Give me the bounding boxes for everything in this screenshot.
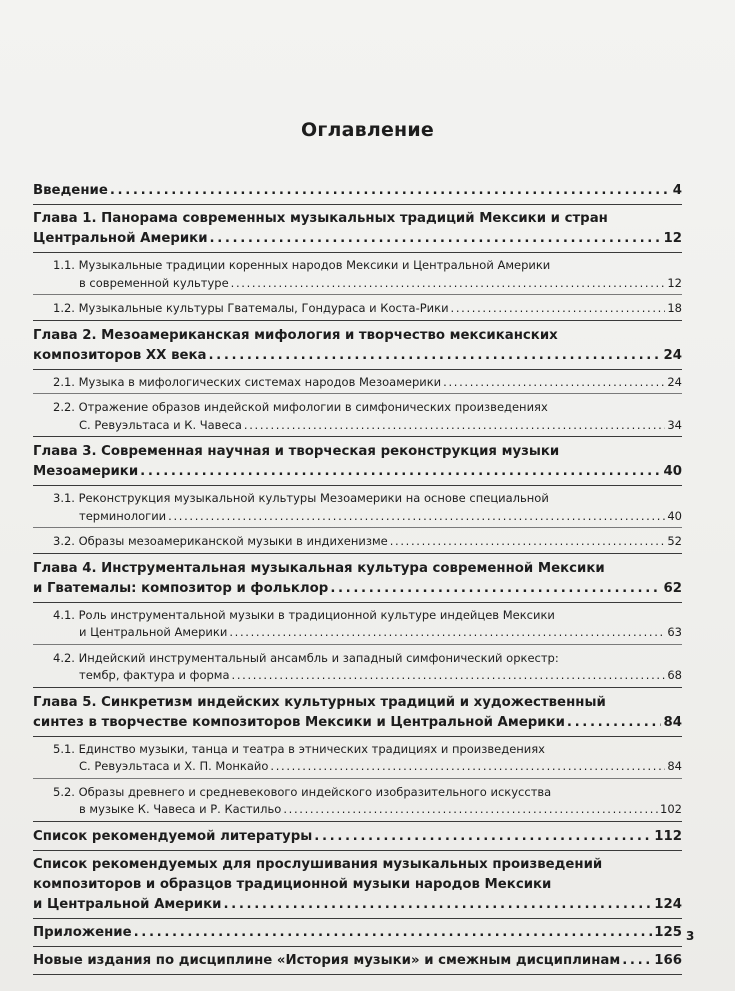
toc-entry-text: Список рекомендуемых для прослушивания музыкальных произведений	[33, 856, 603, 872]
toc-entry-text: 1.1. Музыкальные традиции коренных народов Мексики и Центральной Америки	[53, 258, 551, 272]
toc-section-entry	[33, 257, 682, 295]
dot-leader	[567, 713, 662, 733]
toc-page-number: 24	[667, 374, 682, 389]
toc-entry-text: и Центральной Америки	[33, 896, 222, 912]
toc-entry-text: 3.1. Реконструкция музыкальной культуры Мезоамерики на основе специальной	[53, 491, 549, 505]
toc-page-number: 63	[667, 625, 682, 639]
dot-leader	[209, 346, 662, 366]
toc-section-entry	[33, 533, 682, 554]
toc-entry-text: 1.2. Музыкальные культуры Гватемалы, Гондураса и Коста-Рики	[53, 301, 449, 315]
toc-entry-text: С. Ревуэльтаса и К. Чавеса	[79, 417, 242, 432]
toc-section-entry	[33, 490, 682, 528]
toc-section-entry	[33, 650, 682, 688]
toc-chapter-entry	[33, 181, 682, 205]
toc-section-entry	[33, 784, 682, 822]
toc-entry-text: Список рекомендуемой литературы	[33, 828, 313, 844]
dot-leader	[270, 758, 665, 776]
toc-entry-text: 4.1. Роль инструментальной музыки в традиционной культуре индейцев Мексики	[53, 607, 555, 622]
toc-section-entry	[33, 300, 682, 321]
toc-page-number: 12	[663, 231, 682, 246]
toc-entry-text: тембр, фактура и форма	[79, 668, 230, 682]
toc-entry-text: 4.2. Индейский инструментальный ансамбль и западный симфонический оркестр:	[53, 650, 559, 665]
toc-chapter-entry	[33, 442, 682, 486]
toc-chapter-entry	[33, 827, 682, 851]
toc-entry-text: 2.2. Отражение образов индейской мифологии в симфонических произведениях	[53, 400, 548, 414]
toc-entry-text: и Центральной Америки	[79, 625, 228, 639]
toc-chapter-entry	[33, 693, 682, 737]
toc-section-entry	[33, 741, 682, 779]
toc-chapter-entry	[33, 951, 682, 975]
dot-leader	[168, 508, 665, 526]
toc-entry-text: Мезоамерики	[33, 464, 139, 479]
toc-page-number: 24	[663, 347, 682, 363]
toc-entry-text: 3.2. Образы мезоамериканской музыки в индихенизме	[53, 534, 388, 548]
toc-page-number: 40	[663, 464, 682, 479]
toc-page-number: 18	[667, 301, 682, 315]
toc-page-number: 125	[654, 924, 682, 940]
toc-entry-text: Глава 2. Мезоамериканская мифология и творчество мексиканских	[33, 327, 558, 343]
toc-chapter-entry	[33, 559, 682, 603]
dot-leader	[451, 300, 666, 318]
dot-leader	[134, 923, 653, 943]
dot-leader	[283, 801, 658, 819]
toc-page-number: 166	[654, 952, 682, 968]
toc-page-number: 40	[667, 508, 682, 523]
toc-entry-text: терминологии	[79, 508, 167, 523]
toc-entry-text: 2.1. Музыка в мифологических системах народов Мезоамерики	[53, 374, 442, 389]
toc-page-number: 84	[667, 759, 682, 773]
table-of-contents	[33, 181, 682, 979]
toc-entry-text: Введение	[33, 183, 108, 198]
toc-page-number: 62	[663, 580, 682, 596]
toc-entry-text: Глава 1. Панорама современных музыкальных традиций Мексики и стран	[33, 211, 608, 226]
dot-leader	[223, 895, 652, 915]
dot-leader	[390, 533, 666, 551]
toc-chapter-entry	[33, 855, 682, 919]
dot-leader	[210, 229, 662, 249]
page-number: 3	[686, 929, 695, 943]
toc-section-entry	[33, 607, 682, 645]
toc-entry-text: в современной культуре	[79, 275, 229, 290]
dot-leader	[140, 462, 661, 482]
toc-entry-text: синтез в творчестве композиторов Мексики и Центральной Америки	[33, 714, 565, 730]
toc-entry-text: Глава 3. Современная научная и творческая реконструкция музыки	[33, 444, 560, 459]
dot-leader	[330, 579, 661, 599]
page-title: Оглавление	[301, 119, 434, 141]
toc-entry-text: 5.1. Единство музыки, танца и театра в этнических традициях и произведениях	[53, 741, 545, 756]
toc-page-number: 124	[654, 896, 682, 912]
toc-entry-text: и Гватемалы: композитор и фольклор	[33, 580, 329, 596]
dot-leader	[229, 624, 665, 642]
toc-entry-text: Центральной Америки	[33, 231, 208, 246]
toc-page-number: 52	[667, 534, 682, 548]
toc-chapter-entry	[33, 209, 682, 253]
toc-page-number: 12	[667, 275, 682, 290]
dot-leader	[231, 275, 666, 293]
toc-entry-text: С. Ревуэльтаса и Х. П. Монкайо	[79, 759, 269, 773]
dot-leader	[232, 667, 666, 685]
toc-chapter-entry	[33, 326, 682, 370]
toc-section-entry	[33, 399, 682, 437]
toc-entry-text: 5.2. Образы древнего и средневекового индейского изобразительного искусства	[53, 784, 552, 799]
dot-leader	[244, 417, 665, 435]
dot-leader	[110, 181, 671, 201]
dot-leader	[622, 951, 652, 971]
toc-entry-text: в музыке К. Чавеса и Р. Кастильо	[79, 802, 282, 816]
toc-entry-text: композиторов и образцов традиционной музыки народов Мексики	[33, 876, 552, 892]
toc-entry-text: Глава 4. Инструментальная музыкальная культура современной Мексики	[33, 560, 605, 576]
toc-entry-text: Новые издания по дисциплине «История музыки» и смежным дисциплинам	[33, 952, 621, 968]
toc-chapter-entry	[33, 923, 682, 947]
toc-page-number: 4	[672, 183, 682, 198]
toc-page-number: 68	[667, 668, 682, 682]
toc-section-entry	[33, 374, 682, 395]
toc-entry-text: композиторов XX века	[33, 347, 207, 363]
toc-entry-text: Приложение	[33, 924, 132, 940]
dot-leader	[443, 374, 665, 392]
toc-page-number: 84	[663, 714, 682, 730]
toc-page-number: 112	[654, 828, 682, 844]
toc-page-number: 102	[660, 802, 682, 816]
toc-entry-text: Глава 5. Синкретизм индейских культурных традиций и художественный	[33, 694, 606, 710]
dot-leader	[314, 827, 652, 847]
toc-page-number: 34	[667, 417, 682, 432]
